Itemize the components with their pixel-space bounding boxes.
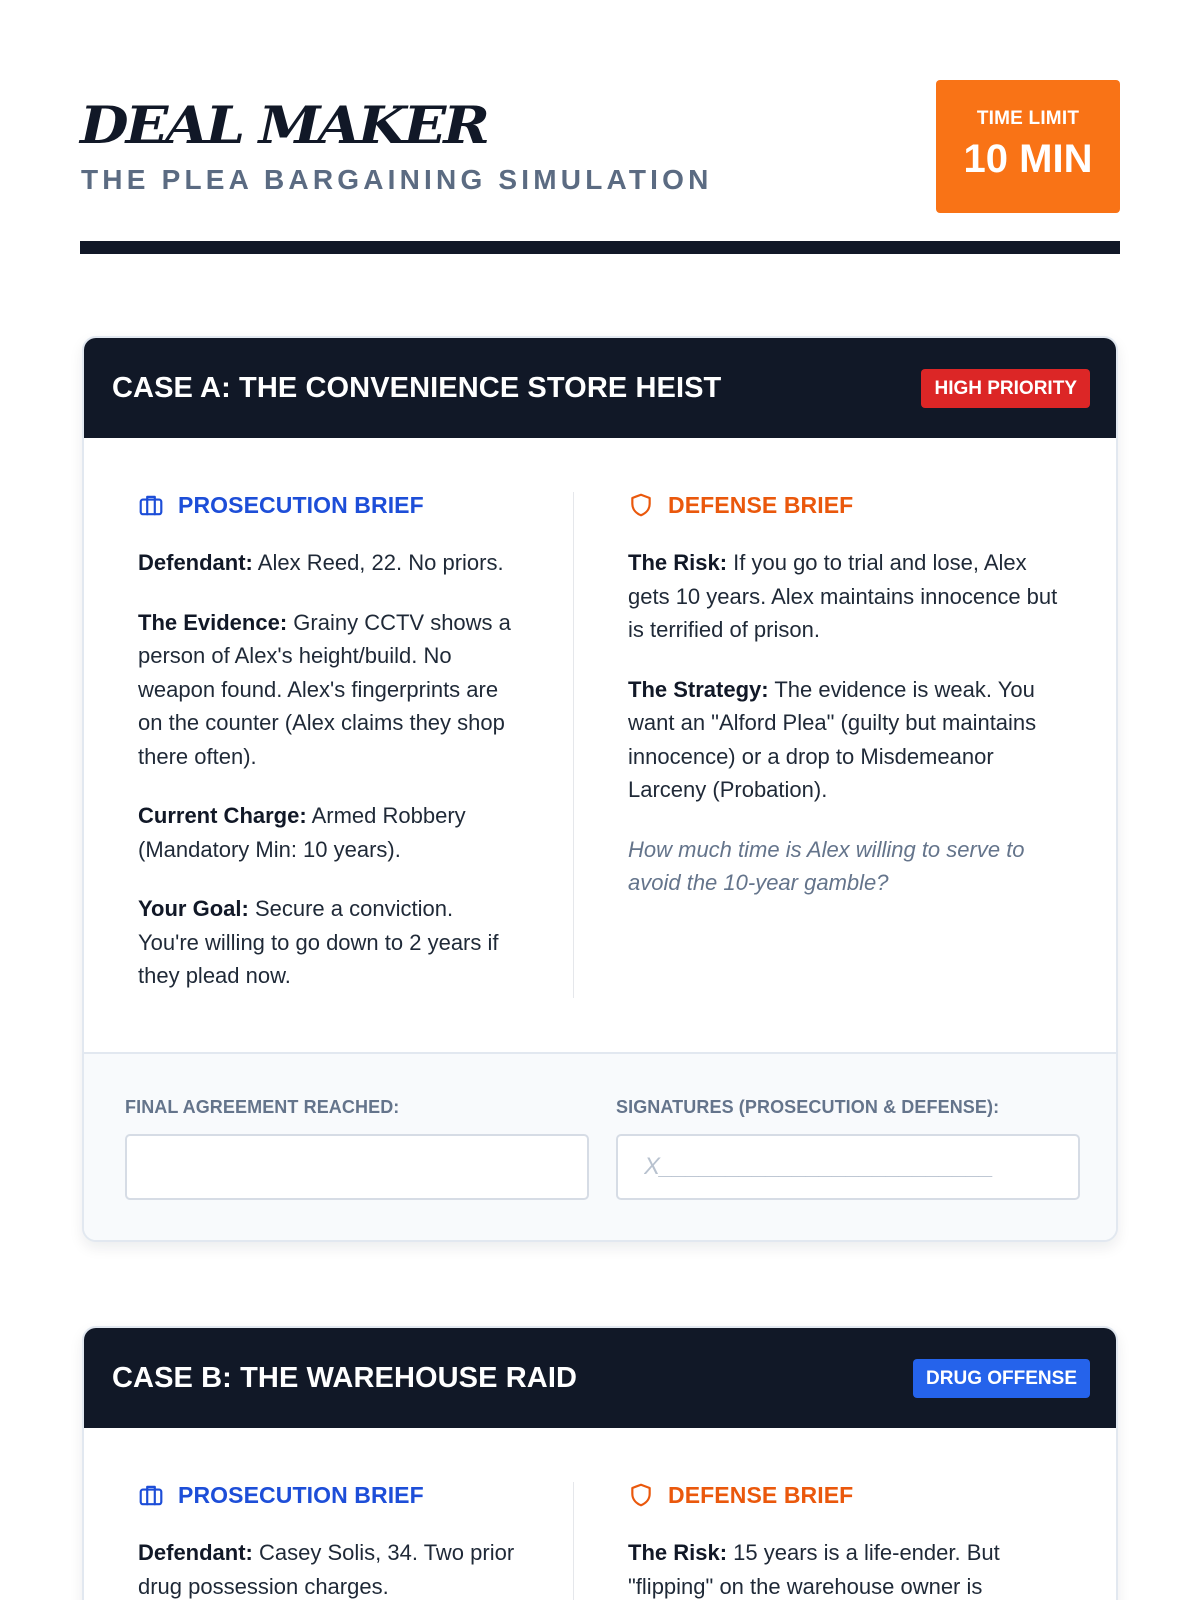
defense-brief-header (628, 1480, 1068, 1510)
time-limit-label: TIME LIMIT (976, 108, 1080, 129)
prosecution-brief (138, 1480, 518, 1600)
brief-item-label: Defendant: (138, 550, 253, 575)
defense-brief (628, 1480, 1068, 1600)
brief-item (138, 1536, 518, 1600)
page-header (80, 80, 1120, 254)
brief-item (138, 892, 518, 993)
category-badge: DRUG OFFENSE (913, 1359, 1090, 1398)
brief-item (138, 799, 518, 866)
case-body (84, 438, 1116, 1052)
brief-item-label: The Evidence: (138, 609, 288, 635)
signatures-label: SIGNATURES (PROSECUTION & DEFENSE): (616, 1097, 1000, 1117)
brief-item-text: If you go to trial and lose, Alex gets 10 years. Alex maintains innocence but is terrified of prison. (628, 550, 1058, 642)
brief-item-label: Your Goal: (138, 896, 249, 921)
brief-item (138, 546, 518, 580)
case-title: CASE B: THE WAREHOUSE RAID (112, 1362, 578, 1394)
column-divider (573, 1482, 574, 1600)
case-card-a (82, 336, 1118, 1242)
column-divider (573, 492, 574, 998)
defense-question: How much time is Alex willing to serve to avoid the 10-year gamble? (628, 836, 1025, 895)
agreement-input[interactable] (125, 1134, 589, 1200)
brief-item-label: The Risk: (628, 550, 728, 575)
signatures-field (616, 1098, 1080, 1200)
case-card-b (82, 1326, 1118, 1600)
signatures-input[interactable] (616, 1134, 1080, 1200)
brief-item (628, 1536, 1068, 1600)
brief-item-text: Alex Reed, 22. No priors. (257, 550, 504, 575)
prosecution-brief (138, 490, 518, 1019)
priority-badge: HIGH PRIORITY (921, 369, 1090, 408)
time-limit-value: 10 MIN (963, 137, 1093, 181)
case-title: CASE A: THE CONVENIENCE STORE HEIST (112, 372, 722, 404)
briefcase-icon (138, 492, 164, 518)
brief-item-label: Defendant: (138, 1540, 253, 1565)
case-header (84, 338, 1116, 438)
prosecution-brief-header (138, 490, 518, 520)
brief-item-text: The evidence is weak. You want an "Alford Plea" (guilty but maintains innocence) or a drop to Misdemeanor Larceny (Probation). (628, 676, 1037, 802)
defense-brief-title: DEFENSE BRIEF (668, 1481, 854, 1508)
brief-item-label: The Risk: (628, 1540, 728, 1565)
brief-item-text: Grainy CCTV shows a person of Alex's height/build. No weapon found. Alex's fingerprints are on the counter (Alex claims they shop there often). (138, 609, 511, 769)
case-header (84, 1328, 1116, 1428)
brief-item-text: Secure a conviction. You're willing to go down to 2 years if they plead now. (138, 896, 499, 988)
page-title: DEAL MAKER (80, 95, 487, 157)
prosecution-brief-title: PROSECUTION BRIEF (178, 1481, 424, 1508)
agreement-field (125, 1098, 589, 1200)
shield-icon (628, 1482, 654, 1508)
time-limit-box (936, 80, 1120, 213)
page-subtitle: THE PLEA BARGAINING SIMULATION (81, 164, 713, 195)
brief-item (628, 546, 1068, 647)
agreement-footer (84, 1052, 1116, 1242)
prosecution-brief-header (138, 1480, 518, 1510)
brief-item-label: Current Charge: (138, 803, 307, 828)
shield-icon (628, 492, 654, 518)
case-body (84, 1428, 1116, 1600)
brief-item (138, 606, 518, 774)
prosecution-brief-title: PROSECUTION BRIEF (178, 491, 424, 518)
brief-item (628, 673, 1068, 807)
brief-item-text: 15 years is a life-ender. But "flipping" on the warehouse owner is (628, 1540, 1000, 1599)
header-divider (80, 241, 1120, 254)
brief-item-label: The Strategy: (628, 676, 769, 702)
defense-brief (628, 490, 1068, 900)
defense-brief-header (628, 490, 1068, 520)
brief-item-text: Casey Solis, 34. Two prior drug possession charges. (138, 1540, 515, 1599)
briefcase-icon (138, 1482, 164, 1508)
defense-brief-title: DEFENSE BRIEF (668, 491, 854, 518)
brief-item-text: Armed Robbery (Mandatory Min: 10 years). (138, 803, 466, 862)
agreement-label: FINAL AGREEMENT REACHED: (125, 1097, 400, 1117)
